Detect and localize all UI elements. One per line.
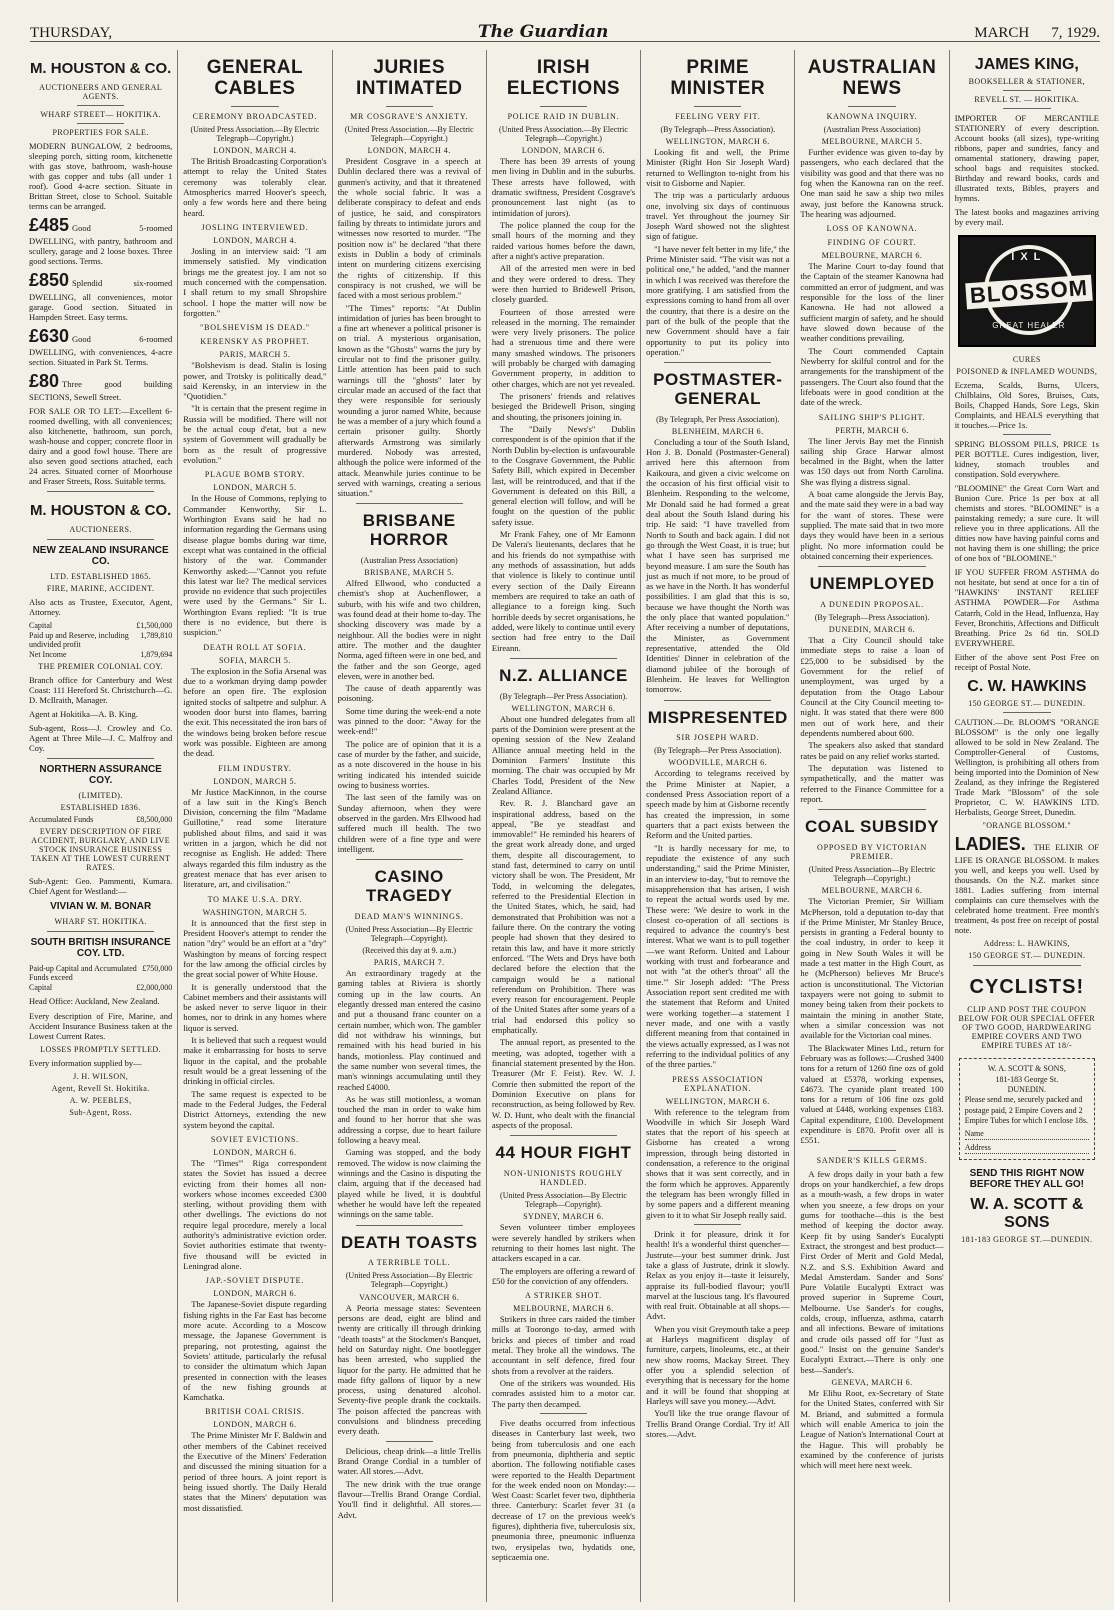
ad-hawkins-name: C. W. HAWKINS — [967, 677, 1087, 695]
ad-northern-established: ESTABLISHED 1836. — [60, 803, 141, 813]
credit-line: (United Press Association—By Electric Telegraph—Copyright). — [500, 1190, 627, 1210]
paragraph: The deputation was listened to sympathetically, and the matter was referred to the Finance Committee for a report. — [800, 762, 944, 804]
headline-death-toasts: DEATH TOASTS — [340, 1232, 478, 1252]
paragraph: That a City Council should take immediate steps to raise a loan of £25,000 to be subsidised by the Government for the relief of unemployment, was urged by a deputation from the Otago Labour Council at the City Council meeting to-night. It was stated that there were 800 men out of work here, and their dependents numbered about 600. — [800, 635, 944, 738]
funds-label: Accumulated Funds — [29, 815, 94, 825]
ad-cures-sub: POISONED & INFLAMED WOUNDS, — [956, 367, 1098, 377]
paragraph: The last seen of the family was on Sunday afternoon, when they were observed in the garden. Mrs Ellwood had suffered much ill health. The two children were of a fine type and were intelligent. — [337, 792, 481, 854]
headline-44-hour-fight: 44 HOUR FIGHT — [495, 1143, 632, 1163]
dateline: MELBOURNE, MARCH 6. — [821, 251, 923, 261]
divider — [818, 809, 925, 810]
masthead-day-year: 7, 1929. — [1051, 25, 1100, 41]
ad-hawkins-address: 150 GEORGE ST.— DUNEDIN. — [968, 698, 1086, 708]
logo-bottom-text: GREAT HEALER — [992, 321, 1066, 331]
ad-king-name: JAMES KING, — [974, 56, 1079, 73]
paragraph: The "Daily News's" Dublin correspondent is of the opinion that if the North Dublin by-election is unfavourable to the Cosgrave Government, the Public Safety Bill, which expired in December last, will be reintroduced, and that if the Government is defeated on this Bill, a general election will follow, and will be fought on the question of the public safety issue. — [491, 423, 636, 527]
paragraph: It is believed that such a request would make it embarrassing for hosts to serve liquor in the capital, and the probable result would be a great lessening of the drinking in official circles. — [183, 1035, 327, 1087]
south-capital-value: £2,000,000 — [136, 983, 173, 993]
masthead-date — [974, 25, 1100, 42]
dateline: PARIS, MARCH 7. — [373, 958, 445, 968]
headline-coal-subsidy: COAL SUBSIDY — [804, 817, 940, 837]
paragraph: Rev. R. J. Blanchard gave an inspirational address, based on the appeal, "Be ye steadfast and immovable!" He reminded his hearers of the great work already done, and urged them, despite all discouragement, to stand fast, determined to carry on until victory shall be won. The President, Mr Todd, in welcoming the delegates, referred to the Presidential Election in the United States, which, he said, had demonstrated that Prohibition was not a failure there. On the contrary the voting people had shown that they desired to retain this law, and have it more strictly enforced. "The Wets and Drys have both declared before the election that the campaign would be a national referendum on Prohibition. There was every reason for encouragement. People of the United States after some years of a trial had endorsed this policy so emphatically. — [491, 798, 636, 1036]
dateline: WELLINGTON, MARCH 6. — [665, 136, 770, 146]
ad-wilson-name: J. H. WILSON, — [73, 1071, 129, 1081]
property-3-price: £630 — [29, 325, 70, 346]
dateline: BRISBANE, MARCH 5. — [364, 568, 455, 578]
dateline: LONDON, MARCH 5. — [213, 483, 297, 493]
ad-caution: CAUTION.—Dr. BLOOM'S "ORANGE BLOSSOM" is the only one legally allowed to be sold in New Zealand. The Comptroller-General of Customs, Wellington, is prohibiting all others from being imported into the Dominion of New Zealand, as they infringe the Registered Trade Mark "Blossom" of the sole Proprietor, C. W. HAWKINS LTD. Herbalists, George Street, Dunedin. — [954, 716, 1099, 817]
dateline: LONDON, MARCH 6. — [213, 1147, 297, 1157]
subhead: DEAD MAN'S WINNINGS. — [354, 911, 464, 921]
subhead: KANOWNA INQUIRY. — [826, 111, 918, 121]
credit-line: (United Press Association.—By Electric Telegraph—Copyright.) — [190, 124, 320, 143]
paragraph: An extraordinary tragedy at the gaming tables at Riviera is shortly coming up in the law courts. An elegantly dressed man entered the casino and put a thousand franc counter on a certain number, which won. The gambler did not withdraw his winnings, but remained with his head buried in his hands, motionless. Play continued and the same number won several times, the man's winnings accumulating until they reached £4000. — [337, 968, 481, 1092]
subhead: DEATH ROLL AT SOFIA. — [203, 642, 307, 652]
paragraph: Further evidence was given to-day by passengers, who each declared that the visibility was good and that there was no fog when the Kanowna ran on the reef. One man said he saw a ship two miles away, just before the Kanowna struck. The hearing was adjourned. — [800, 146, 944, 219]
divider — [77, 105, 124, 106]
divider — [818, 566, 925, 567]
headline-nz-alliance: N.Z. ALLIANCE — [499, 665, 628, 685]
ad-peebles-role: Sub-Agent, Ross. — [69, 1107, 132, 1117]
advert-paragraph: You'll like the true orange flavour of Trellis Brand Orange Cordial. Try it! All stores.—Advt. — [646, 1408, 790, 1439]
received-line: (Received this day at 9. a.m.) — [362, 945, 457, 955]
ad-ladies — [955, 834, 1099, 935]
paragraph: All of the arrested men were in bed and they were ordered to dress. They were then hurried to Bridewell Prison, closely guarded. — [491, 263, 636, 305]
paragraph: The liner Jervis Bay met the Finnish sailing ship Grace Harwar almost becalmed in the Bight, when the latter was 150 days out from North Carolina. She was flying a distress signal. — [800, 435, 944, 487]
ad-cures: CURES — [1012, 355, 1041, 365]
ad-nz-insurance-acts: Also acts as Trustee, Executor, Agent, Attorney. — [29, 597, 173, 618]
paragraph: Strikers in three cars raided the timber mills at Toorongo to-day, armed with bricks and pieces of timber and road metal. They broke all the windows. The accountant in self defence, fired four shots from a revolver at the raiders. — [491, 1314, 636, 1376]
divider — [694, 106, 741, 107]
coupon-text: Please send me, securely packed and postage paid, 2 Empire Covers and 2 Empire Tubes for which I enclose 18s. — [964, 1095, 1089, 1126]
ad-cyclists-offer: CLIP AND POST THE COUPON BELOW FOR OUR SPECIAL OFFER OF TWO GOOD, HARDWEARING EMPIRE COVERS AND TWO EMPIRE TUBES AT 18/- — [958, 1005, 1096, 1051]
ad-houston-title: M. HOUSTON & CO. — [29, 60, 172, 77]
reserve-row — [29, 631, 172, 649]
divider — [47, 931, 154, 932]
property-4-text: Three good building SECTIONS, Sewell Street. — [29, 378, 173, 403]
headline-unemployed: UNEMPLOYED — [809, 574, 935, 594]
ad-king-role: BOOKSELLER & STATIONER, — [968, 77, 1085, 86]
paragraph: The same request is expected to be made to the Federal Judges, the Federal District Attorneys, extending the new system beyond the capital. — [183, 1088, 327, 1130]
ad-nz-insurance-established: LTD. ESTABLISHED 1865. — [50, 572, 152, 582]
paragraph: Mr Justice MacKinnon, in the course of a law suit in the King's Bench Division, concerning the film "Madame Guillotine," read some literature published about films, and said it was written in a jargon, which he did not recognise as English. He added: There always regarded this film industry as the greatest menace that has ever arisen to literature, art, and civilisation." — [183, 786, 327, 890]
capital-row — [29, 621, 172, 630]
paragraph: The police planned the coup for the small hours of the morning and they raided various homes before the dawn, after a night's active preparation. — [491, 220, 636, 261]
paragraph: "Bolshevism is dead. Stalin is losing power, and Trotsky is politically dead," said Kerensky, in an interview in the "Quotidien." — [183, 360, 327, 402]
ad-ladies-text: THE ELIXIR OF LIFE IS ORANGE BLOSSOM. It makes you well, and keeps you well. Used by thousands. On the N.Z. market since 1881. Ladies suffering from internal complaints can cure themselves with the celebrated home treatment. Free month's treatment, 4s post free on receipt of postal note. — [954, 841, 1099, 936]
credit-line: (United Press Association—By Electric Telegraph—Copyright.) — [345, 1271, 473, 1290]
dateline: WELLINGTON, MARCH 6. — [665, 1096, 770, 1106]
ad-premier-colonial: THE PREMIER COLONIAL COY. — [38, 662, 163, 672]
coupon-form[interactable] — [959, 1058, 1095, 1160]
divider — [664, 362, 771, 363]
south-paid-value: £750,000 — [142, 964, 173, 974]
ad-northern-description: EVERY DESCRIPTION OF FIRE ACCIDENT, BURGLARY, AND LIVE STOCK INSURANCE BUSINESS TAKEN AT THE LOWEST CURRENT RATES. — [30, 827, 171, 873]
paragraph: The Japanese-Soviet dispute regarding fishing rights in the Far East has become more acute. According to a Moscow message, the Japanese Government is preparing, not protesting, against the Soviets' attitude, particularly the refusal to consider the ultimatum which Japan presented in connection with the leases of the new fishing grounds at Kamchatka. — [183, 1299, 327, 1403]
masthead — [30, 22, 1100, 42]
ad-ladies-address-2: 150 GEORGE ST.— DUNEDIN. — [968, 951, 1086, 961]
credit-line: (By Telegraph—Press Association). — [814, 612, 930, 622]
ad-houston-address: WHARF STREET— HOKITIKA. — [40, 110, 161, 119]
paragraph: "The Times" reports: "At Dublin intimidation of juries has been brought to a fine art whenever a political prisoner is on trial. A mysterious organisation, known as the "Ghosts" warns the jury by circular not to find the prisoner guilty. Little attention has been paid to such warnings till the "ghosts" later by circular made an accused of the fact that they were responsible for seriously wounding a juror named White, because he was a member of a jury which found a certain prisoner guilty. Shortly afterwards Armstrong was similarly murdered. Nobody was arrested, although the police were informed of the attack. Meanwhile juries continue to be served with warnings, creating a serious situation." — [337, 302, 481, 499]
credit-line: (Australian Press Association) — [823, 124, 921, 134]
dateline: SOFIA, MARCH 5. — [218, 655, 291, 665]
subhead: FEELING VERY FIT. — [675, 111, 761, 121]
divider — [356, 1225, 463, 1226]
divider — [231, 106, 278, 107]
dateline: LONDON, MARCH 6. — [213, 1420, 297, 1430]
paragraph: Looking fit and well, the Prime Minister (Right Hon Sir Joseph Ward) returned to Wellington to-night from his visit to Gisborne and Napier. — [646, 146, 790, 188]
dateline: MELBOURNE, MARCH 6. — [513, 1304, 614, 1314]
paragraph: Alfred Ellwood, who conducted a chemist's shop at Auchenflower, a suburb, with his wife and two children, was found dead at their home to-day. The shocking discovery was made by a neighbour. All the bodies were in night attire. The mother and the daughter Norma, aged fifteen were in one bed, and the father and the son George, aged eleven, were in another bed. — [337, 578, 481, 681]
income-label: Net Income — [29, 650, 67, 660]
paragraph: With reference to the telegram from Woodville in which Sir Joseph Ward states that the report of his speech at Gisborne has created a wrong impression, through being distorted in condensation, a reference to the original shows that it was sent correctly, and in the form which he approves. Apparently the telegram has been wrongly filled in by some papers and a different meaning given to it to what Sir Joseph really said. — [646, 1106, 790, 1220]
subhead: PRESS ASSOCIATION EXPLANATION. — [672, 1074, 764, 1093]
funds-value: £8,500,000 — [136, 815, 173, 825]
subhead: A DUNEDIN PROPOSAL. — [820, 599, 924, 609]
paragraph: Seven volunteer timber employees were severely handled by strikers when returning to their homes last night. The attackers escaped in a car. — [491, 1222, 636, 1264]
reserve-value: 1,789,810 — [140, 631, 173, 641]
ad-info: Every information supplied by— — [29, 1057, 142, 1068]
coupon-name-label: Name — [964, 1129, 984, 1139]
paragraph: In the House of Commons, replying to Commander Kenworthy, Sir L. Worthington Evans said he had no information regarding the Germans using disease plague bombs during war time, except what was contained in the official history of the war. Commander Kenworthy asked:—"Cannot you refute this latest war lie? The medical services provide no evidence that such projectiles were used by the Germans." Sir L. Worthington Evans replied: "It is true there is no evidence, but there is suspicion." — [183, 493, 327, 638]
subhead: LOSS OF KANOWNA. — [826, 224, 918, 234]
divider — [1003, 434, 1051, 435]
headline-mispresented: MISPRESENTED — [647, 707, 788, 727]
masthead-month: MARCH — [974, 25, 1030, 41]
property-2 — [29, 270, 172, 321]
subhead: SOVIET EVICTIONS. — [210, 1134, 299, 1144]
subhead: MR COSGRAVE'S ANXIETY. — [350, 111, 469, 121]
advert-paragraph: The new drink with the true orange flavour—Trellis Brand Orange Cordial. You'll find it delightful. All stores.—Advt. — [337, 1478, 481, 1520]
dateline: MELBOURNE, MARCH 5. — [821, 136, 923, 146]
property-4 — [29, 371, 172, 402]
divider — [973, 965, 1081, 966]
paragraph: The Blackwater Mines Ltd., return for February was as follows:—Crushed 3400 tons for a return of 1260 fine ozs of gold valued at £5378, working expenses, £4673. The cyanide plant treated 100 tons for a return of 106 fine ozs gold valued at £448, working expenses £183. Capital expenditure, £100. Development expenditure is £870. Profit over all is £551. — [800, 1042, 944, 1146]
divider — [848, 106, 895, 107]
dateline: BLENHEIM, MARCH 6. — [671, 426, 764, 436]
south-capital-label: Capital — [29, 983, 53, 993]
dateline: PERTH, MARCH 6. — [835, 425, 909, 435]
ad-send-now: SEND THIS RIGHT NOW BEFORE THEY ALL GO! — [969, 1168, 1085, 1191]
property-3 — [29, 326, 172, 367]
ad-south-office: Head Office: Auckland, New Zealand. — [29, 996, 160, 1007]
paragraph: The Victorian Premier, Sir William McPherson, told a deputation to-day that if the Prime Minister, Mr Stanley Bruce, persists in granting a Federal bounty to the coal industry, in order to keep it going in New South Wales it will be made a test matter in the High Court, as he (McPherson) believes Mr Bruce's action is unconstitutional. The Victorian taxpayers were not going to submit to money being taken from their pockets to maintain the mining in another State, when a similar concession was not available for the Victorian coal mines. — [800, 896, 944, 1041]
dateline: WASHINGTON, MARCH 5. — [202, 907, 308, 917]
subhead: POLICE RAID IN DUBLIN. — [507, 111, 620, 121]
property-1-price: £485 — [29, 215, 70, 236]
divider — [1003, 108, 1051, 109]
paragraph: Mr Frank Fahey, one of Mr Eamonn De Valera's lieutenants, declares that he and his friends do not sympathise with any methods of assassination, but adds that violence is likely to continue until every section of the Daily Eireann members are required to take an oath of allegiance to a foreign king. Such horrible deeds by secret organisations, he added, were likely to continue until every section had free entry to the Dail Eireann. — [491, 529, 636, 653]
coupon-address-label: Address — [964, 1143, 991, 1153]
ad-nz-insurance-title: NEW ZEALAND INSURANCE CO. — [32, 545, 169, 568]
ad-houston-role: AUCTIONEERS AND GENERAL AGENTS. — [39, 83, 163, 101]
ad-northern-title: NORTHERN ASSURANCE COY. — [39, 764, 162, 787]
dateline: LONDON, MARCH 5. — [213, 776, 297, 786]
dateline: LONDON, MARCH 4. — [213, 146, 297, 156]
headline-juries-intimated: JURIES INTIMATED — [355, 57, 463, 99]
ad-scott-name: W. A. SCOTT & SONS — [970, 1196, 1084, 1232]
paragraph: The speakers also asked that standard rates be paid on any relief works started. — [800, 740, 944, 761]
south-capital-row — [29, 983, 172, 992]
ad-king-description: IMPORTER OF MERCANTILE STATIONERY of every description. Account books (all sizes), type-writing ribbons, paper and sundries, fancy and ornamental stationery, drawing paper, school bags and requisites stocked. Birthday and reward books, cards and illustrated texts, Bibles, prayers and hymns. — [954, 113, 1099, 204]
divider — [1003, 712, 1051, 713]
divider — [540, 1413, 587, 1414]
masthead-day: THURSDAY, — [30, 25, 113, 41]
headline-irish-elections: IRISH ELECTIONS — [506, 57, 621, 99]
credit-line: (United Press Association—By Electric Telegraph—Copyright.) — [808, 864, 936, 884]
ad-orange-blossom: "ORANGE BLOSSOM." — [982, 820, 1072, 830]
ad-king-address: REVELL ST. — HOKITIKA. — [974, 95, 1080, 104]
property-1-text: Good 5-roomed DWELLING, with pantry, bathroom and scullery, garage and 2 loose boxes. Three good sections. Terms. — [29, 223, 173, 267]
headline-casino-tragedy: CASINO TRAGEDY — [365, 867, 453, 905]
subhead: PLAGUE BOMB STORY. — [204, 470, 305, 480]
ad-northern-limited: (LIMITED). — [78, 791, 123, 801]
divider — [540, 106, 587, 107]
masthead-paper-name: The Guardian — [478, 22, 609, 42]
subhead: FINDING OF COURT. — [827, 238, 917, 248]
divider — [848, 1150, 895, 1151]
paragraph: The prisoners' friends and relatives besieged the Bridewell Prison, singing and shouting, the prisoners joining in. — [491, 391, 636, 422]
paragraph: The employers are offering a reward of £50 for the conviction of any offenders. — [491, 1265, 636, 1286]
paragraph: Concluding a tour of the South Island, Hon J. B. Donald (Postmaster-General) arrived here this afternoon from Kaikoura, and given a civic welcome on the occasion of his first official visit to Blenheim. Responding to the welcome, Mr Donald said he had formed a great deal about the South Island during his trip. He said: "I have travelled from North to South and back again. I did not go through the West Coast, it is true; but what I have seen has surprised me beyond measure. I am sure the South has just as much if not more, to be proud of as we have in the North. It has wonderful possibilities. I am glad that this is so, because we have thought the North was the only place that wanted population." After receiving a number of deputations, the Minister, as Government representative, attended the Old Identities' Dinner in celebration of the diamond jubilee of the borough of Blenheim. He leaves for Wellington tomorrow. — [646, 436, 790, 695]
dateline: VANCOUVER, MARCH 6. — [359, 1292, 460, 1302]
advert-paragraph: When you visit Greymouth take a peep at Harleys magnificent display of furniture, carpets, linoleums, etc., at their new show rooms, Mackay Street. They offer you a splendid selection of everything that is necessary for the home and it will be found that shopping at Harleys will save you money.—Advt. — [646, 1323, 790, 1406]
paragraph: The Court commended Captain Newberry for skilful control and for the arrangements for the transhipment of the passengers. The Court also found that the lifeboats were in good condition at the date of the wreck. — [800, 345, 944, 408]
divider — [664, 700, 771, 701]
subhead: BRITISH COAL CRISIS. — [205, 1407, 305, 1417]
paragraph: The Prime Minister Mr F. Baldwin and other members of the Cabinet received the Executive of the Miners' Federation and discussed the mining situation for a period of three hours. A joint report is being issued shortly. The Daily Herald states that the Miners' deputation was most dissatisfied. — [183, 1430, 327, 1513]
paragraph: A boat came alongside the Jervis Bay, and the mate said they were in a bad way for the want of stores. These were supplied. The mate said that in two more days they would have been in a serious plight. No more information could be obtained concerning their experiences. — [800, 489, 944, 561]
subhead: CEREMONY BROADCASTED. — [192, 111, 318, 121]
ad-cures-text: Eczema, Scalds, Burns, Ulcers, Chilblains, Old Sores, Bruises, Cuts, Boils, Chapped Hands, Sore Legs, Skin Complaints, and HEALS everything that it touches.—Price 1s. — [954, 380, 1099, 431]
ad-subagent-ross: Sub-agent, Ross—J. Crowley and Co. Agent at Three Mile—J. C. Malfroy and Coy. — [29, 723, 173, 754]
ad-nz-insurance-lines: FIRE, MARINE, ACCIDENT. — [46, 584, 155, 594]
credit-line: (By Telegraph, Per Press Association). — [656, 414, 780, 424]
property-2-price: £850 — [29, 270, 70, 291]
south-paid-row — [29, 964, 172, 982]
paragraph: Gaming was stopped, and the body removed. The widow is now claiming the winnings and the Casino is disputing the claim, arguing that if the deceased had played while he lived, it is doubtful whether he would have left the repeated winnings on the same table. — [337, 1147, 481, 1220]
ad-cyclists-title: CYCLISTS! — [969, 976, 1085, 999]
paragraph: Josling in an interview said: "I am immensely satisfied. My vindication brings me the greatest joy. I am not so much concerned with the compensation. I shall return to my small Shropshire school. I hope the matter will now be forgotten." — [183, 246, 327, 318]
divider — [47, 539, 154, 540]
paragraph: Fourteen of those arrested were released in the morning. The remainder were very lively prisoners. The police had a strenuous time and there were many smashed windows. The prisoners will probably be charged with damaging Government property, in addition to other charges, which are not yet revealed. — [491, 306, 636, 389]
ad-ladies-address: Address: L. HAWKINS, — [983, 939, 1071, 949]
paragraph: As he was still motionless, a woman touched the man in order to wake him and found to her horror that she was addressing a corpse, due to heart failure following a heavy meal. — [337, 1093, 481, 1146]
paragraph: "I have never felt better in my life," the Prime Minister said. "The visit was not a political one," he added, "and the manner in which I was received was therefore the more gratifying. I am satisfied from the expressions coming to hand from all over the country, that there is a desire on the part of the bulk of the people that the new Government should have a fair opportunity to put its policy into operation." — [646, 243, 790, 357]
property-1 — [29, 215, 172, 266]
paragraph: Five deaths occurred from infectious diseases in Canterbury last week, two being from tuberculosis and one each from pneumonia, diphtheria and septic abortion. The following notifiable cases were reported to the Health Department for the week ended noon on Monday:—West Coast: Scarlet fever two, diphtheria three. Canterbury: Scarlet fever 31 (a decrease of 17 on the previous week's figures), diphtheria five, tuberculosis six, pneumonia three, pneumonic influenza two, erysipelas two, hydatids one, septicaemia one. — [491, 1417, 636, 1563]
ad-bonar-name: VIVIAN W. M. BONAR — [50, 901, 152, 913]
dateline: LONDON, MARCH 6. — [521, 146, 606, 156]
dateline: PARIS, MARCH 5. — [219, 350, 291, 360]
coupon-city: DUNEDIN. — [1007, 1084, 1047, 1094]
subhead: TO MAKE U.S.A. DRY. — [207, 894, 303, 904]
ad-northern-subagent: Sub-Agent: Geo. Pammenti, Kumara. Chief Agent for Westland:— — [29, 876, 173, 897]
credit-line: (Australian Press Association) — [360, 555, 458, 565]
advert-paragraph: Delicious, cheap drink—a little Trellis Brand Orange Cordial in a tumbler of water. All stores.—Advt. — [337, 1445, 481, 1477]
subhead: JOSLING INTERVIEWED. — [201, 223, 309, 233]
subhead: A STRIKER SHOT. — [525, 1291, 602, 1301]
dateline: DUNEDIN, MARCH 6. — [828, 625, 916, 635]
capital-label: Capital — [29, 621, 53, 631]
logo-blossom-word: BLOSSOM — [965, 275, 1093, 310]
income-value: 1,879,694 — [140, 650, 173, 660]
paragraph: The explosion in the Sofia Arsenal was due to a workman drying damp powder before an open fire. The explosion ignited stocks of saltpetre and sulphur. A wooden door burst into flames, barring the exit. This necessitated the iron bars of the windows being broken before rescue work was possible. Eighteen are among the dead. — [183, 665, 327, 759]
divider — [510, 1135, 617, 1136]
subhead: NON-UNIONISTS ROUGHLY HANDLED. — [503, 1168, 624, 1187]
credit-line: (United Press Association—By Electric Telegraph—Copyright). — [345, 924, 473, 943]
column-1-advertisements — [24, 50, 178, 1602]
headline-general-cables: GENERAL CABLES — [206, 57, 304, 99]
dateline: LONDON, MARCH 4. — [213, 236, 297, 246]
paragraph: According to telegrams received by the Prime Minister at Napier, a condensed Press Association report of a speech made by him at Gisborne recently has created the impression, in some quarters that a pact exists between the Reform and the United parties. — [646, 768, 790, 841]
ad-losses-settled: LOSSES PROMPTLY SETTLED. — [40, 1044, 162, 1054]
subhead: JAP.-SOVIET DISPUTE. — [205, 1276, 305, 1286]
ad-asthma-postfree: Either of the above sent Post Free on receipt of Postal Note. — [954, 651, 1099, 672]
ad-peebles-name: A. W. PEEBLES, — [69, 1095, 132, 1105]
blossom-ointment-logo — [958, 235, 1096, 347]
income-row — [29, 650, 172, 659]
paragraph: About one hundred delegates from all parts of the Dominion were present at the opening session of the New Zealand Alliance annual meeting held in the Dominion Farmers' Institute this morning. The chair was occupied by Mr Charles Todd, President of the New Zealand Alliance. — [491, 713, 636, 796]
column-2-general-cables — [178, 50, 332, 1602]
subhead: FILM INDUSTRY. — [218, 763, 292, 773]
subhead: SIR JOSEPH WARD. — [676, 733, 760, 743]
subhead: KERENSKY AS PROPHET. — [200, 337, 310, 347]
paragraph: The Marine Court to-day found that the Captain of the steamer Kanowna had committed an error of judgment, and was responsible for the loss of the liner Kanowna. He had not allowed a sufficient margin of safety, and he should have slowed down because of the weather conditions prevailing. — [800, 261, 944, 344]
headline-postmaster-general: POSTMASTER-GENERAL — [653, 370, 783, 408]
divider — [47, 491, 154, 492]
column-6-australian-news — [795, 50, 949, 1602]
headline-australian-news: AUSTRALIAN NEWS — [807, 57, 937, 99]
funds-row — [29, 815, 172, 824]
paragraph: President Cosgrave in a speech at Dublin declared there was a revival of gunmen's activity, and that it threatened the whole social fabric. It was a deliberate conspiracy to defeat and ends of justice, he said, and conspirators failing by threats to intimidate jurors and witnesses now resorted to murder. "The position now is" he declared "that there exists in Dublin a body of criminals intent on murdering citizens exercising the rights of citizenship. If this conspiracy is not crushed, we will be faced with a most serious problem." — [337, 156, 481, 301]
logo-top-text: IXL — [1011, 251, 1047, 264]
divider — [47, 758, 154, 759]
divider — [386, 1441, 433, 1442]
dateline: SYDNEY, MARCH 6. — [523, 1212, 604, 1222]
south-paid-label: Paid-up Capital and Accumulated Funds exceed — [29, 964, 137, 983]
credit-line: (United Press Association.—By Electric Telegraph—Copyright.) — [499, 124, 628, 143]
column-4-irish-elections — [487, 50, 641, 1602]
property-3-text: Good 6-roomed DWELLING, with conveniences, 4-acre section. Situated in Park St. Terms. — [29, 333, 173, 367]
paragraph: "It is hardly necessary for me, to repudiate the existence of any such understanding," said the Prime Minister, in an interview to-day, "but to remove the misapprehension that has arisen, I wish to repeat the actual words used by me. These were: 'We desire to work in the closest co-operation of all sections is required to advance the country's best interest. What we want is to pull together—we want Reform. United and Labour working with trust and forbearance and not with "at the other's throat" all the time.'" Sir Joseph added: "The Press Association report sent credited me with the statement that Reform and United were working together—a statement I never made, and one with a vastly different meaning from that contained in the views actually expressed, as I was not referring to the individual politics of any of the three parties." — [646, 842, 790, 1070]
paragraph: One of the strikers was wounded. His comrades assisted him to a motor car. The party then decamped. — [491, 1378, 636, 1409]
coupon-firm: W. A. SCOTT & SONS, — [987, 1064, 1066, 1074]
coupon-name-field[interactable] — [965, 1129, 1089, 1140]
subhead-sanders: SANDER'S KILLS GERMS. — [816, 1155, 928, 1165]
divider — [356, 503, 463, 504]
credit-line: (By Telegraph—Per Press Association). — [654, 746, 782, 756]
ad-branch-office: Branch office for Canterbury and West Coast: 111 Hereford St. Christchurch—G. D. McIlraith, Manager. — [29, 675, 173, 706]
paragraph: The cause of death apparently was poisoning. — [337, 683, 481, 704]
column-7-advertisements — [950, 50, 1104, 1602]
column-3-juries — [333, 50, 487, 1602]
property-2-text: Splendid six-roomed DWELLING, all conveniences, motor garage. Good section. Situated in Hampden Street. Easy terms. — [29, 278, 173, 322]
paragraph: The annual report, as presented to the meeting, was adopted, together with a financial statement presented by the Hon. Treasurer (Mr F. Feist). Rev. W. J. Comrie then submitted the report of the Dominion Executive on plans for reconstruction, as being followed by Rev. W. D. Hunt, who dealt with the financial aspects of the proposal. — [491, 1037, 636, 1130]
divider — [77, 123, 124, 124]
properties-heading: PROPERTIES FOR SALE. — [52, 128, 149, 137]
ad-king-books: The latest books and magazines arriving by every mail. — [954, 207, 1099, 228]
capital-value: £1,500,000 — [136, 621, 173, 631]
paragraph: It is announced that the first step in President Hoover's attempt to render the nation "dry" would be an effort at a "dry" Washington by means of forcing respect for the law among the official circles by the great social power of White House. — [183, 917, 327, 980]
divider — [1003, 90, 1051, 91]
subhead: "BOLSHEVISM IS DEAD." — [200, 323, 310, 333]
paragraph: There has been 39 arrests of young men living in Dublin and in the suburbs. These arrests have followed, with dramatic swiftness, President Cosgrave's pronouncement last night (as to intimidation of jurors). — [491, 156, 636, 218]
paragraph: The British Broadcasting Corporation's attempt to relay the United States ceremony was tolerably clear. Atmospherics marred Hoover's speech, only a few words here and there being heard. — [183, 156, 327, 218]
ad-asthma: IF YOU SUFFER FROM ASTHMA do not hesitate, but send at once for a tin of "HAWKINS' INSTANT RELIEF ASTHMA POWDER—For Asthma Catarrh, Cold in the Head, Influenza, Hay Fever, Bronchitis, Affections and Difficult Breathing. Price 2s 6d tin. SOLD EVERYWHERE. — [954, 567, 1099, 648]
property-letting: FOR SALE OR TO LET:—Excellent 6-roomed dwelling, with all conveniences; also kitchenette, bathroom, sun porch, wash-house and copper; concrete floor in dairy and a good fowl house. There are also seven good sections attached, each 24 acres. Situated corner of Moorhouse and Fraser Streets, Ross. Suitable terms. — [29, 406, 173, 487]
ad-ladies-title: LADIES. — [954, 833, 1026, 854]
paragraph: The police are of opinion that it is a case of murder by the father, and suicide, as a note discovered in the house in his writing indicated his intended suicide owing to business worries. — [337, 738, 481, 790]
headline-prime-minister: PRIME MINISTER — [670, 57, 766, 99]
paragraph: "It is certain that the present regime in Russia will be modified. There will not be the actual coup d'etat, but a new system of Government will gradually be born as the result of progressive evolution." — [183, 403, 327, 466]
divider — [694, 1224, 741, 1225]
dateline: WELLINGTON, MARCH 6. — [511, 703, 616, 713]
paragraph: The trip was a particularly arduous one, involving six days of continuous travel. Yet throughout the journey Sir Joseph Ward showed not the slightest sign of fatigue. — [646, 190, 790, 242]
ad-bonar-address: WHARF ST. HOKITIKA. — [54, 917, 147, 927]
dateline: LONDON, MARCH 6. — [213, 1289, 297, 1299]
subhead: SAILING SHIP'S PLIGHT. — [818, 412, 926, 422]
headline-brisbane-horror: BRISBANE HORROR — [362, 511, 456, 550]
coupon-address: 181-183 George St. — [995, 1074, 1059, 1084]
credit-line: (By Telegraph—Per Press Association). — [499, 691, 628, 701]
ad-houston-2-title: M. HOUSTON & CO. — [29, 502, 172, 520]
advert-paragraph: A few drops daily in your bath a few drops on your handkerchief, a few drops as a mouth-wash, a few drops in water when you sneeze, a few drops on your gums for toothache—this is the best method of keeping the doctor away. Keep fit by using Sander's Eucalypti Extract, the strongest and best product—First Order of Merit and Gold Medal, N.Z. and S.S. Exhibition Award and Medal Amsterdam. Sander and Sons' Pure Volatile Eucalypti Extract was proved superior in Supreme Court, Melbourne. Use Sander's for coughs, colds, croup, influenza, asthma, catarrh and all infections. Beware of imitations and crude oils passed off for "Just as good." Insist on the genuine Sander's Eucalypti Extract.—There is only one best—Sander's. — [800, 1168, 944, 1375]
column-5-prime-minister — [641, 50, 795, 1602]
columns — [24, 50, 1104, 1602]
reserve-label: Paid up and Reserve, including undivided profit — [29, 631, 129, 650]
paragraph: The "Times'" Riga correspondent states the Soviet has issued a decree evicting from their homes all non-workers whose incomes exceeded £300 sterling, without providing them with other dwellings. The evictions do not require legal procedure, merely a local authority's administrative eviction order. Soviet authorities estimate that twenty-five thousand will be evicted in Leningrad alone. — [183, 1157, 327, 1272]
ad-south-british-title: SOUTH BRITISH INSURANCE COY. LTD. — [30, 937, 171, 960]
divider — [386, 106, 433, 107]
ad-bloomine: "BLOOMINE" the Great Corn Wart and Bunion Cure. Price 1s per box at all chemists and stores. "BLOOMINE" is a painstaking remedy; a sure cure. It will relieve you in three applications. All the ditties now have having painful corns and not having them is one shilling; the price of one box of "BLOOMINE." — [954, 483, 1099, 564]
dateline: LONDON, MARCH 4. — [367, 146, 451, 156]
ad-pills: SPRING BLOSSOM PILLS, PRICE 1s PER BOTTLE. Cures indigestion, liver, kidney, stomach troubles and constipation. Sold everywhere. — [954, 439, 1099, 480]
coupon-address-field[interactable] — [965, 1143, 1089, 1154]
credit-line: (By Telegraph—Press Association). — [660, 124, 776, 134]
dateline: WOODVILLE, MARCH 6. — [668, 758, 768, 768]
ad-south-description: Every description of Fire, Marine, and Accident Insurance Business taken at the Lowest Current Rates. — [29, 1010, 173, 1041]
dateline: MELBOURNE, MARCH 6. — [821, 886, 923, 896]
subhead: A TERRIBLE TOLL. — [368, 1258, 451, 1268]
advert-paragraph: Drink it for pleasure, drink it for health! It's a wonderful thirst quencher—Justrute—your best summer drink. Just take a glass of Justrute, drink it slowly. Relax as you enjoy it—taste it leisurely, appraise its full-bodied flavour; you'll marvel at the luscious tang. It's flavoured with real fruit. Obtainable at all shops.—Advt. — [646, 1228, 790, 1322]
dateline: GENEVA, MARCH 6. — [831, 1377, 913, 1387]
ad-agent-hokitika: Agent at Hokitika—A. B. King. — [29, 709, 138, 720]
ad-scott-address: 181-183 GEORGE ST.—DUNEDIN. — [961, 1235, 1093, 1245]
property-bungalow: MODERN BUNGALOW, 2 bedrooms, sleeping porch, sitting room, kitchenette with gas stove, bathroom, wash-house with gas copper and tubs (all under 1 roof). Good 4-acre section. Situate in Brittan Street, close to School. Suitable terms can be arranged. — [29, 141, 173, 212]
paragraph: It is generally understood that the Cabinet members and their assistants will be asked never to serve liquor in their homes, nor to drink in any homes where liquor is served. — [183, 981, 327, 1033]
credit-line: (United Press Association.—By Electric Telegraph—Copyright.) — [344, 124, 474, 143]
subhead: OPPOSED BY VICTORIAN PREMIER. — [817, 842, 928, 861]
paragraph: Some time during the week-end a note was pinned to the door: "Away for the week-end!" — [337, 705, 481, 737]
divider — [356, 859, 463, 860]
ad-wilson-address: Agent, Revell St. Hokitika. — [51, 1083, 150, 1093]
property-4-price: £80 — [29, 370, 60, 391]
paragraph: A Peoria message states: Seventeen persons are dead, eight are blind and twenty are critically ill through drinking "death toasts" at the Stockmen's Banquet, held on Saturday night. One bootlegger has been arrested, who supplied the liquor for the party. He admitted that he made fifty gallons of liquor by a new process, using denatured alcohol. Seventy-five people drank the cocktails. The poison affected the pancreas with convulsions and blindness preceding every death. — [337, 1302, 481, 1437]
paragraph: Mr Elihu Root, ex-Secretary of State for the United States, conferred with Sir M. Briand, and submitted a formula which will enable America to join the League of Nation's International Court at the Hague. This will probably be examined by the conference of jurists which will meet here next week. — [800, 1387, 944, 1471]
divider — [510, 658, 617, 659]
ad-houston-2-role: AUCTIONEERS. — [69, 525, 132, 535]
